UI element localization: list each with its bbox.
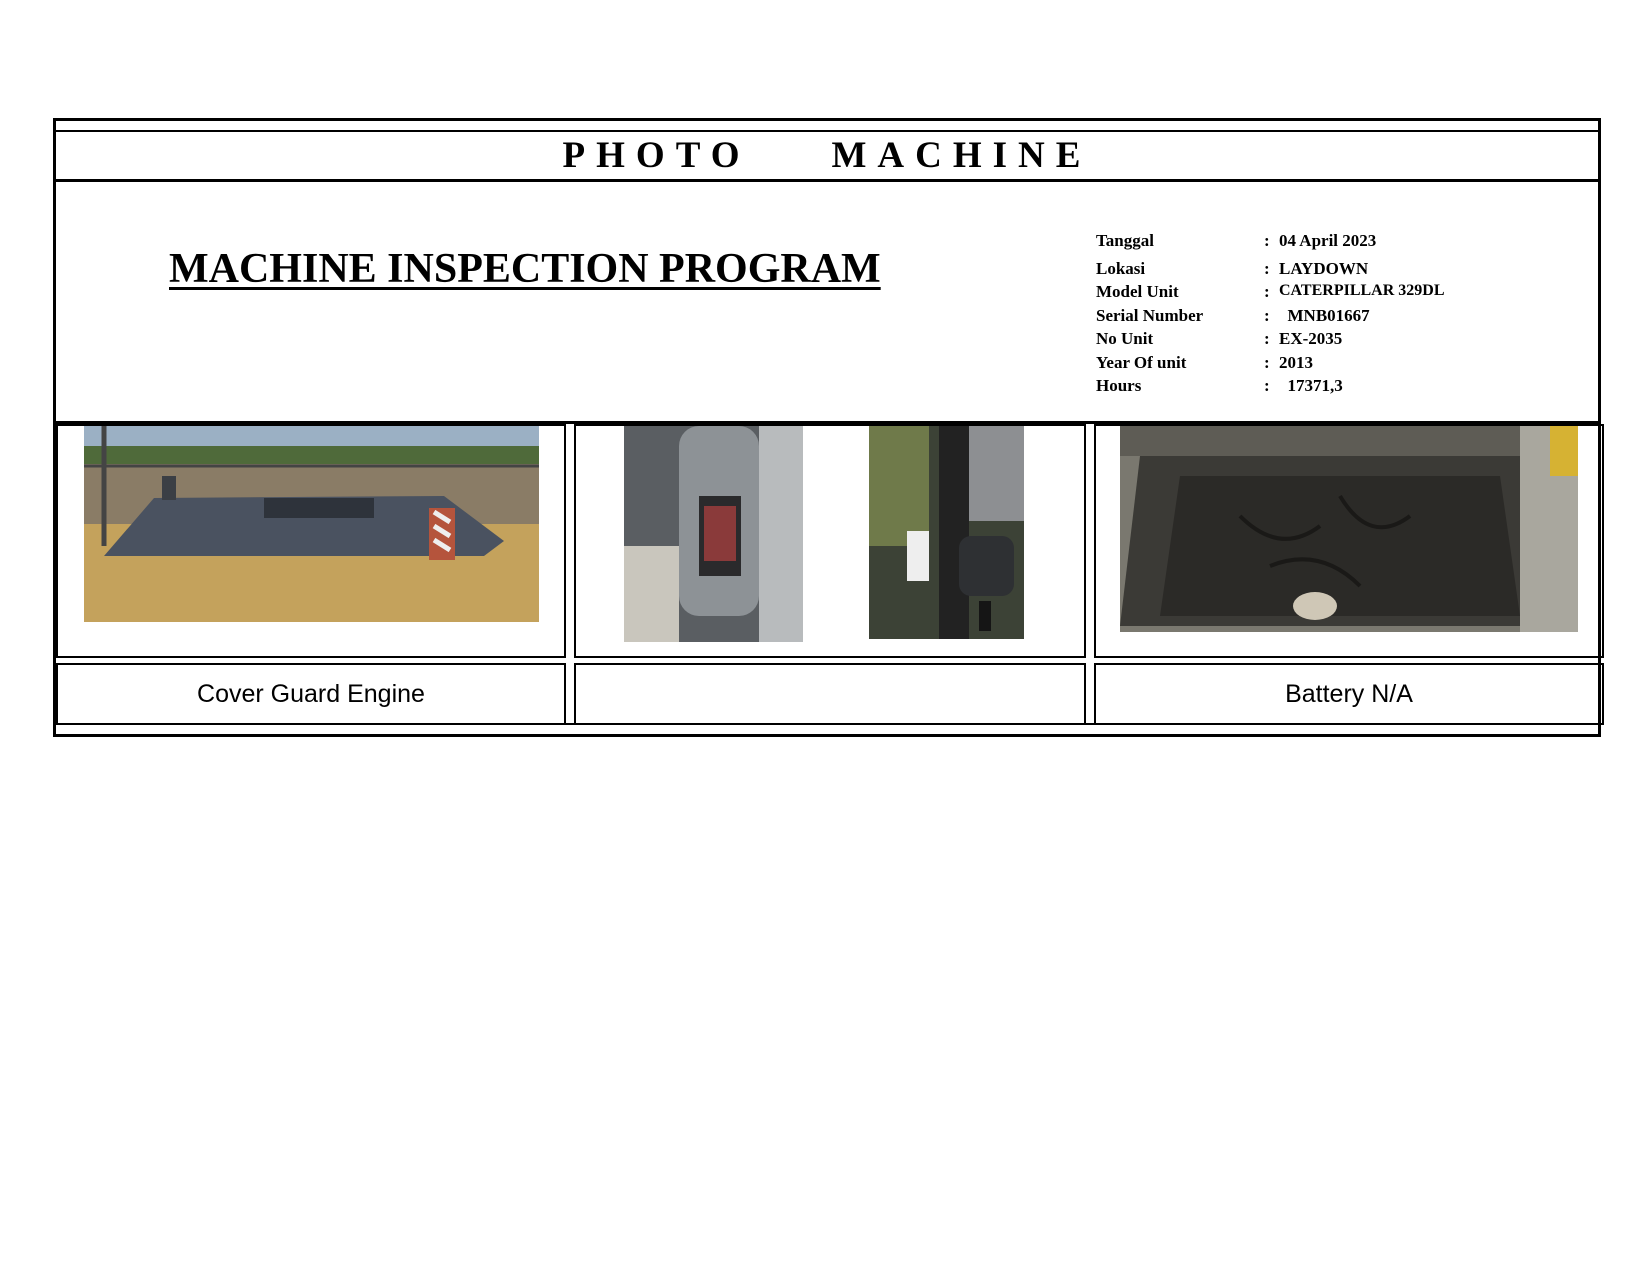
header-title: PHOTO MACHINE	[562, 135, 1092, 176]
caption-cell-3	[1094, 663, 1604, 725]
photo-cell-1	[56, 424, 566, 658]
info-label: Tanggal	[1096, 231, 1154, 250]
caption-cell-1	[56, 663, 566, 725]
photo-cell-3	[1094, 424, 1604, 658]
cab-fuse-panel-photo	[624, 426, 803, 642]
info-value: 2013	[1279, 353, 1313, 372]
info-separator: :	[1264, 259, 1270, 278]
info-value: MNB01667	[1279, 306, 1370, 325]
header-section	[56, 182, 1598, 424]
engine-cover-photo	[84, 426, 539, 622]
program-title: MACHINE INSPECTION PROGRAM	[169, 246, 881, 292]
info-separator: :	[1264, 353, 1270, 372]
info-value: 17371,3	[1279, 376, 1343, 395]
info-label: Model Unit	[1096, 282, 1179, 301]
photo-caption: Cover Guard Engine	[197, 680, 425, 708]
info-separator: :	[1264, 329, 1270, 348]
info-separator: :	[1264, 306, 1270, 325]
info-value: EX-2035	[1279, 329, 1343, 348]
battery-compartment-photo	[1120, 426, 1578, 632]
info-separator: :	[1264, 231, 1270, 250]
info-value: CATERPILLAR 329DL	[1279, 282, 1445, 299]
info-value: 04 April 2023	[1279, 231, 1377, 250]
info-label: Year Of unit	[1096, 353, 1187, 372]
info-label: Hours	[1096, 376, 1142, 395]
bottom-rule	[56, 723, 1598, 725]
inspection-form	[53, 118, 1601, 737]
photo-caption: Battery N/A	[1285, 680, 1413, 708]
info-separator: :	[1264, 282, 1270, 301]
info-label: No Unit	[1096, 329, 1154, 348]
info-label: Serial Number	[1096, 306, 1204, 325]
info-label: Lokasi	[1096, 259, 1146, 278]
caption-cell-2	[574, 663, 1086, 725]
title-row	[56, 132, 1598, 182]
photo-cell-2	[574, 424, 1086, 658]
info-separator: :	[1264, 376, 1270, 395]
cab-console-photo	[869, 426, 1024, 639]
info-value: LAYDOWN	[1279, 259, 1369, 278]
